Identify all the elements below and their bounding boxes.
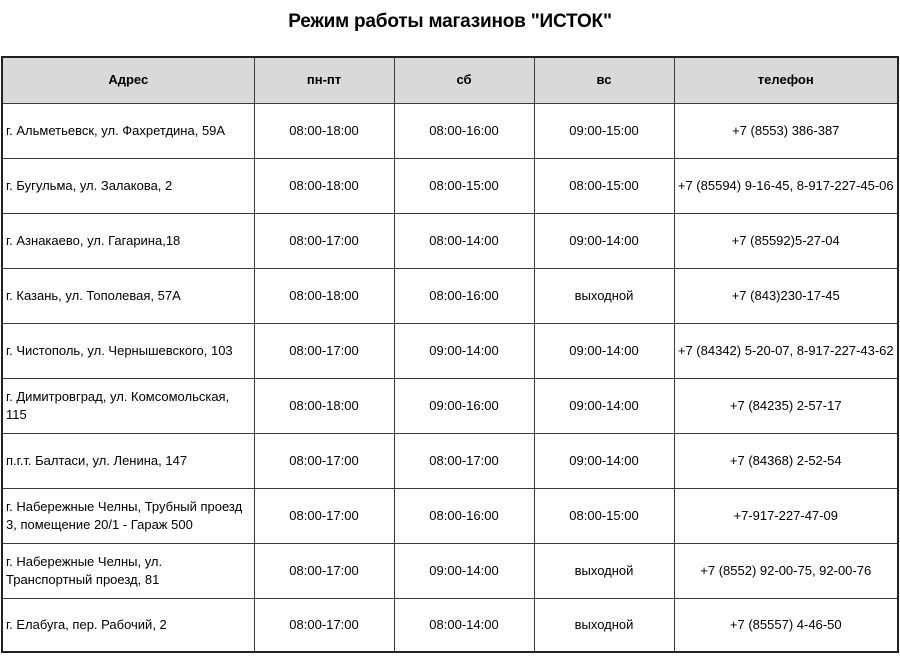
phone-cell: +7 (85557) 4-46-50 xyxy=(674,598,898,652)
weekdays-cell: 08:00-18:00 xyxy=(254,268,394,323)
weekdays-cell: 08:00-17:00 xyxy=(254,598,394,652)
table-row xyxy=(2,103,898,158)
phone-cell: +7-917-227-47-09 xyxy=(674,488,898,543)
sunday-cell: выходной xyxy=(534,598,674,652)
saturday-cell: 08:00-17:00 xyxy=(394,433,534,488)
phone-cell: +7 (84342) 5-20-07, 8-917-227-43-62 xyxy=(674,323,898,378)
address-cell: г. Набережные Челны, Трубный проезд 3, помещение 20/1 - Гараж 500 xyxy=(2,488,254,543)
sunday-cell: выходной xyxy=(534,543,674,598)
saturday-cell: 08:00-14:00 xyxy=(394,598,534,652)
table-row xyxy=(2,543,898,598)
sunday-cell: 09:00-15:00 xyxy=(534,103,674,158)
store-hours-table xyxy=(1,56,899,653)
phone-cell: +7 (84235) 2-57-17 xyxy=(674,378,898,433)
page-title: Режим работы магазинов "ИСТОК" xyxy=(288,11,612,32)
address-cell: г. Елабуга, пер. Рабочий, 2 xyxy=(2,598,254,652)
sunday-cell: 09:00-14:00 xyxy=(534,378,674,433)
header-sunday: вс xyxy=(534,57,674,103)
saturday-cell: 08:00-16:00 xyxy=(394,488,534,543)
saturday-cell: 08:00-16:00 xyxy=(394,268,534,323)
address-cell: п.г.т. Балтаси, ул. Ленина, 147 xyxy=(2,433,254,488)
address-cell: г. Чистополь, ул. Чернышевского, 103 xyxy=(2,323,254,378)
weekdays-cell: 08:00-17:00 xyxy=(254,213,394,268)
header-row xyxy=(2,57,898,103)
header-weekdays: пн-пт xyxy=(254,57,394,103)
address-cell: г. Набережные Челны, ул. Транспортный проезд, 81 xyxy=(2,543,254,598)
saturday-cell: 09:00-14:00 xyxy=(394,543,534,598)
address-cell: г. Бугульма, ул. Залакова, 2 xyxy=(2,158,254,213)
saturday-cell: 09:00-14:00 xyxy=(394,323,534,378)
table-row xyxy=(2,158,898,213)
phone-cell: +7 (8553) 386-387 xyxy=(674,103,898,158)
phone-cell: +7 (85592)5-27-04 xyxy=(674,213,898,268)
table-row xyxy=(2,323,898,378)
weekdays-cell: 08:00-18:00 xyxy=(254,103,394,158)
saturday-cell: 08:00-15:00 xyxy=(394,158,534,213)
address-cell: г. Азнакаево, ул. Гагарина,18 xyxy=(2,213,254,268)
weekdays-cell: 08:00-17:00 xyxy=(254,488,394,543)
phone-cell: +7 (843)230-17-45 xyxy=(674,268,898,323)
weekdays-cell: 08:00-17:00 xyxy=(254,433,394,488)
weekdays-cell: 08:00-17:00 xyxy=(254,543,394,598)
sunday-cell: 09:00-14:00 xyxy=(534,213,674,268)
header-phone: телефон xyxy=(674,57,898,103)
phone-cell: +7 (84368) 2-52-54 xyxy=(674,433,898,488)
saturday-cell: 08:00-16:00 xyxy=(394,103,534,158)
table-row xyxy=(2,598,898,652)
table-row xyxy=(2,378,898,433)
header-address: Адрес xyxy=(2,57,254,103)
address-cell: г. Альметьевск, ул. Фахретдина, 59А xyxy=(2,103,254,158)
weekdays-cell: 08:00-17:00 xyxy=(254,323,394,378)
saturday-cell: 08:00-14:00 xyxy=(394,213,534,268)
sunday-cell: 09:00-14:00 xyxy=(534,323,674,378)
table-row xyxy=(2,268,898,323)
weekdays-cell: 08:00-18:00 xyxy=(254,378,394,433)
saturday-cell: 09:00-16:00 xyxy=(394,378,534,433)
phone-cell: +7 (8552) 92-00-75, 92-00-76 xyxy=(674,543,898,598)
header-saturday: сб xyxy=(394,57,534,103)
sunday-cell: 08:00-15:00 xyxy=(534,158,674,213)
sunday-cell: 08:00-15:00 xyxy=(534,488,674,543)
address-cell: г. Димитровград, ул. Комсомольская, 115 xyxy=(2,378,254,433)
address-cell: г. Казань, ул. Тополевая, 57А xyxy=(2,268,254,323)
phone-cell: +7 (85594) 9-16-45, 8-917-227-45-06 xyxy=(674,158,898,213)
weekdays-cell: 08:00-18:00 xyxy=(254,158,394,213)
table-row xyxy=(2,213,898,268)
sunday-cell: выходной xyxy=(534,268,674,323)
table-row xyxy=(2,433,898,488)
sunday-cell: 09:00-14:00 xyxy=(534,433,674,488)
table-row xyxy=(2,488,898,543)
